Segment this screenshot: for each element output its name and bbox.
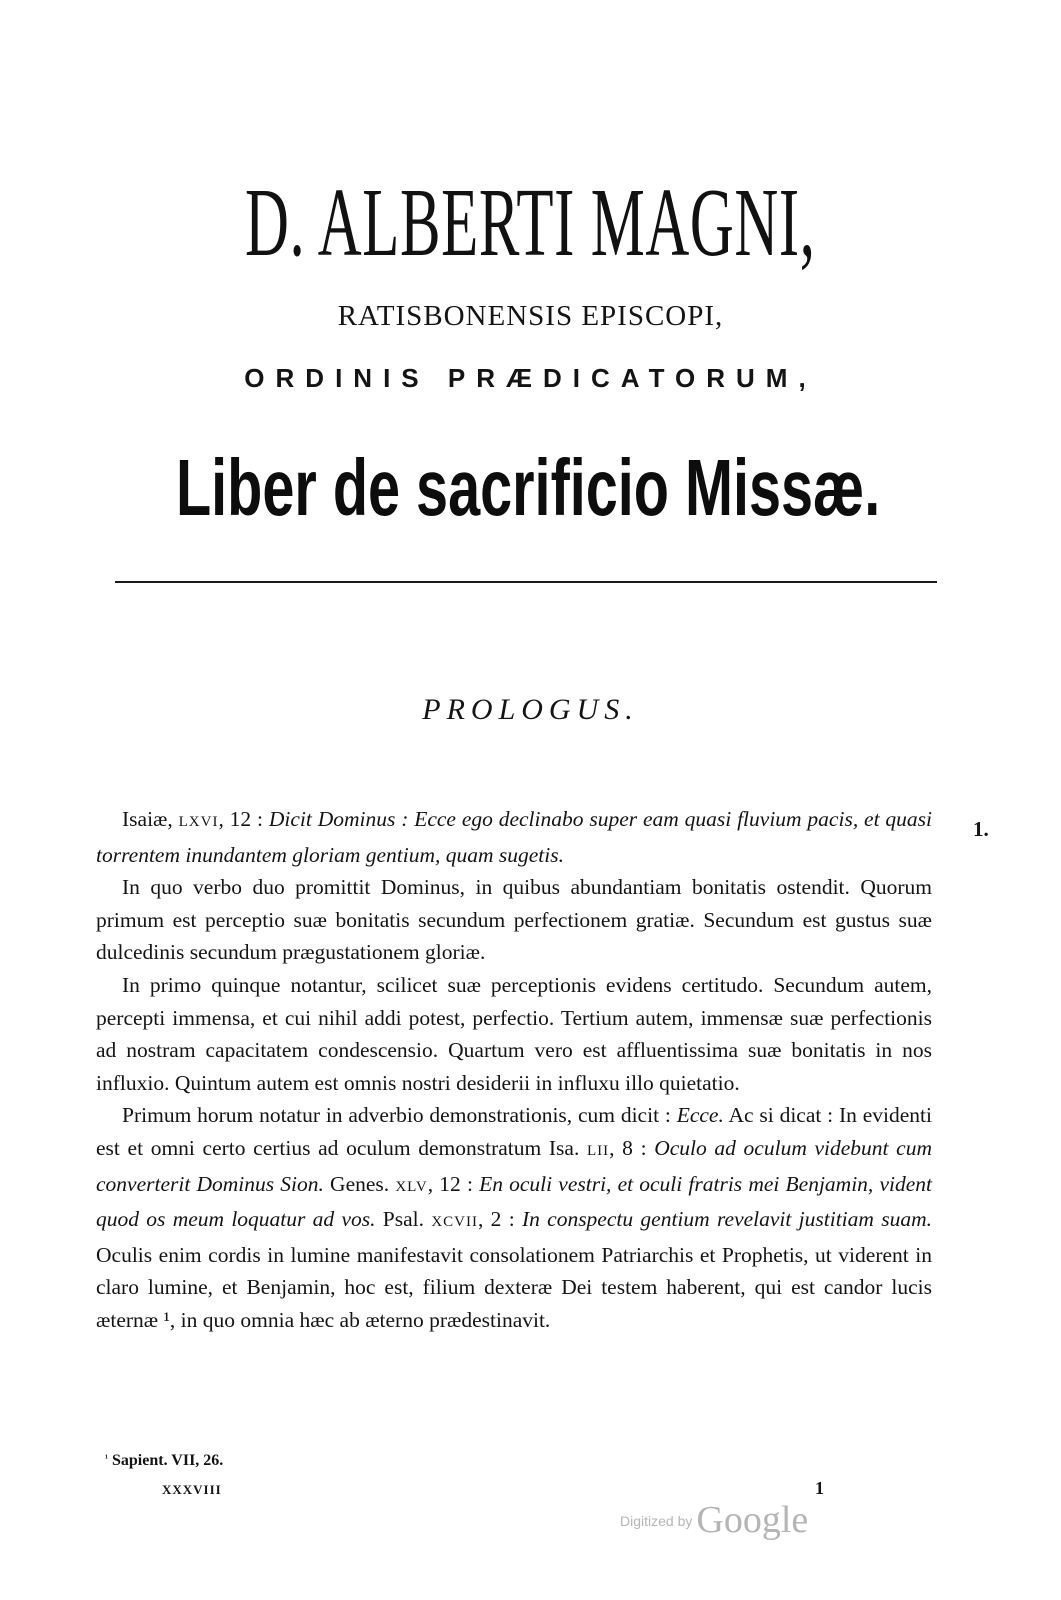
signature-mark: XXXVIII	[162, 1482, 222, 1497]
text-run: Dicit Dominus : Ecce ego declinabo super eam quasi fluvium pacis, et quasi torrentem inundantem gloriam gentium, quam sugetis.	[96, 807, 932, 867]
text-run: Ac si dicat : In evidenti est et omni certo certius ad oculum demonstratum Isa.	[96, 1103, 932, 1160]
text-run: Isaiæ,	[122, 807, 179, 831]
paragraph	[96, 871, 932, 969]
text-run: , 8 :	[609, 1135, 655, 1160]
text-run: , 12 :	[218, 807, 269, 831]
text-run: Genes.	[323, 1171, 396, 1196]
author-subtitle: RATISBONENSIS EPISCOPI,	[337, 300, 724, 332]
footnote	[105, 1448, 223, 1472]
title-divider	[115, 581, 937, 583]
work-title: Liber de sacrificio Missæ.	[175, 443, 881, 532]
text-run: En oculi vestri, et oculi fratris mei Benjamin, vident quod os meum loquatur ad vos.	[96, 1171, 932, 1232]
order-subtitle: ORDINIS PRÆDICATORUM,	[244, 363, 817, 393]
text-run: In primo quinque notantur, scilicet suæ perceptionis evidens certitudo. Secundum autem, percepti immensa, et cui nihil addi potest, perfectio. Tertium autem, immensæ suæ perfectionis ad nostram capacitatem condescensio. Quartum vero est affluentissima suæ bonitatis in nos influxio. Quintum autem est omnis nostri desiderii in influxu illo quietatio.	[96, 972, 932, 1095]
author-title: D. ALBERTI MAGNI,	[245, 169, 816, 277]
text-run: Ecce.	[676, 1103, 724, 1128]
text-run: , 2 :	[477, 1207, 522, 1232]
section-heading: PROLOGUS.	[422, 693, 639, 726]
text-run: LXVI	[178, 814, 219, 830]
text-run: LII	[586, 1142, 610, 1159]
page-number: 1	[815, 1478, 824, 1498]
text-run: Oculo ad oculum videbunt cum converterit Dominus Sion.	[96, 1135, 932, 1196]
google-logo: Google	[696, 1499, 809, 1541]
text-run: , 12 :	[427, 1171, 480, 1196]
digitized-watermark	[620, 1498, 808, 1548]
footnote-marker: ¹	[105, 1453, 108, 1464]
paragraph	[96, 969, 932, 1099]
text-run: XLV	[395, 1178, 428, 1195]
text-run: XCVII	[431, 1214, 478, 1231]
text-run: Oculis enim cordis in lumine manifestavit consolationem Patriarchis et Prophetis, ut viderent in claro lumine, et Benjamin, hoc est, filium dexteræ Dei testem haberent, qui est candor lucis æternæ ¹, in quo omnia hæc ab æterno prædestinavit.	[96, 1242, 932, 1332]
watermark-prefix: Digitized by	[620, 1513, 693, 1529]
body-text	[96, 803, 932, 1337]
footnote-text: Sapient. VII, 26.	[112, 1452, 224, 1469]
text-run: In quo verbo duo promittit Dominus, in quibus abundantiam bonitatis ostendit. Quorum primum est perceptio suæ bonitatis secundum perfectionem gratiæ. Secundum est gustus suæ dulcedinis secundum prægustationem gloriæ.	[96, 875, 932, 965]
paragraph	[96, 1099, 932, 1336]
text-run: In conspectu gentium revelavit justitiam suam.	[521, 1207, 932, 1232]
paragraph	[96, 803, 932, 871]
text-run: Primum horum notatur in adverbio demonstrationis, cum dicit :	[122, 1103, 677, 1128]
margin-number: 1.	[973, 817, 989, 841]
text-run: Psal.	[375, 1207, 432, 1232]
